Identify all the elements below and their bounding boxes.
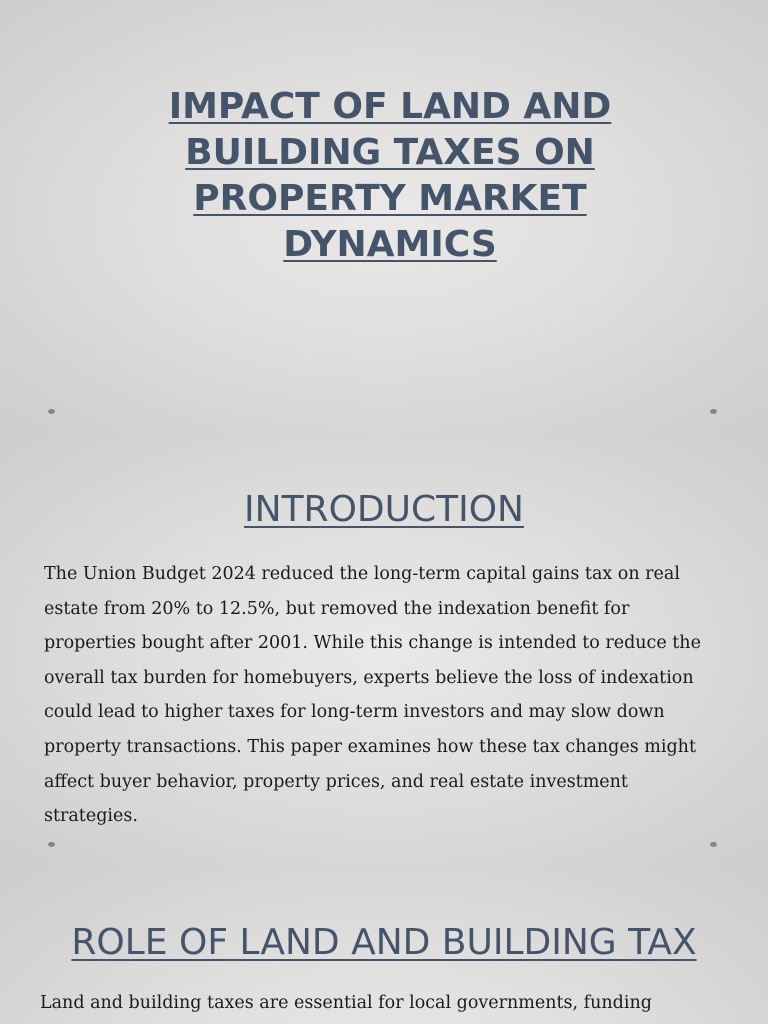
introduction-slide [0,433,768,866]
role-slide [0,866,768,1024]
role-heading: ROLE OF LAND AND BUILDING TAX [71,922,697,963]
introduction-paragraph: The Union Budget 2024 reduced the long-term capital gains tax on real estate from 20% to 12.5%, but removed the indexation benefit for properties bought after 2001. While this change is intended to reduce the overall tax burden for homebuyers, experts believe the loss of indexation could lead to higher taxes for long-term investors and may slow down property transactions. This paper examines how these tax changes might affect buyer behavior, property prices, and real estate investment strategies. [44,564,701,827]
title-slide [0,0,768,433]
role-paragraph: Land and building taxes are essential for local governments, funding [40,993,652,1013]
slide-corner-dot-right [710,409,717,414]
introduction-heading: INTRODUCTION [244,489,524,530]
slide-corner-dot-right [710,842,717,847]
document-title: IMPACT OF LAND AND BUILDING TAXES ON PROPERTY MARKET DYNAMICS [168,86,612,265]
slide-corner-dot-left [48,842,55,847]
slide-corner-dot-left [48,409,55,414]
